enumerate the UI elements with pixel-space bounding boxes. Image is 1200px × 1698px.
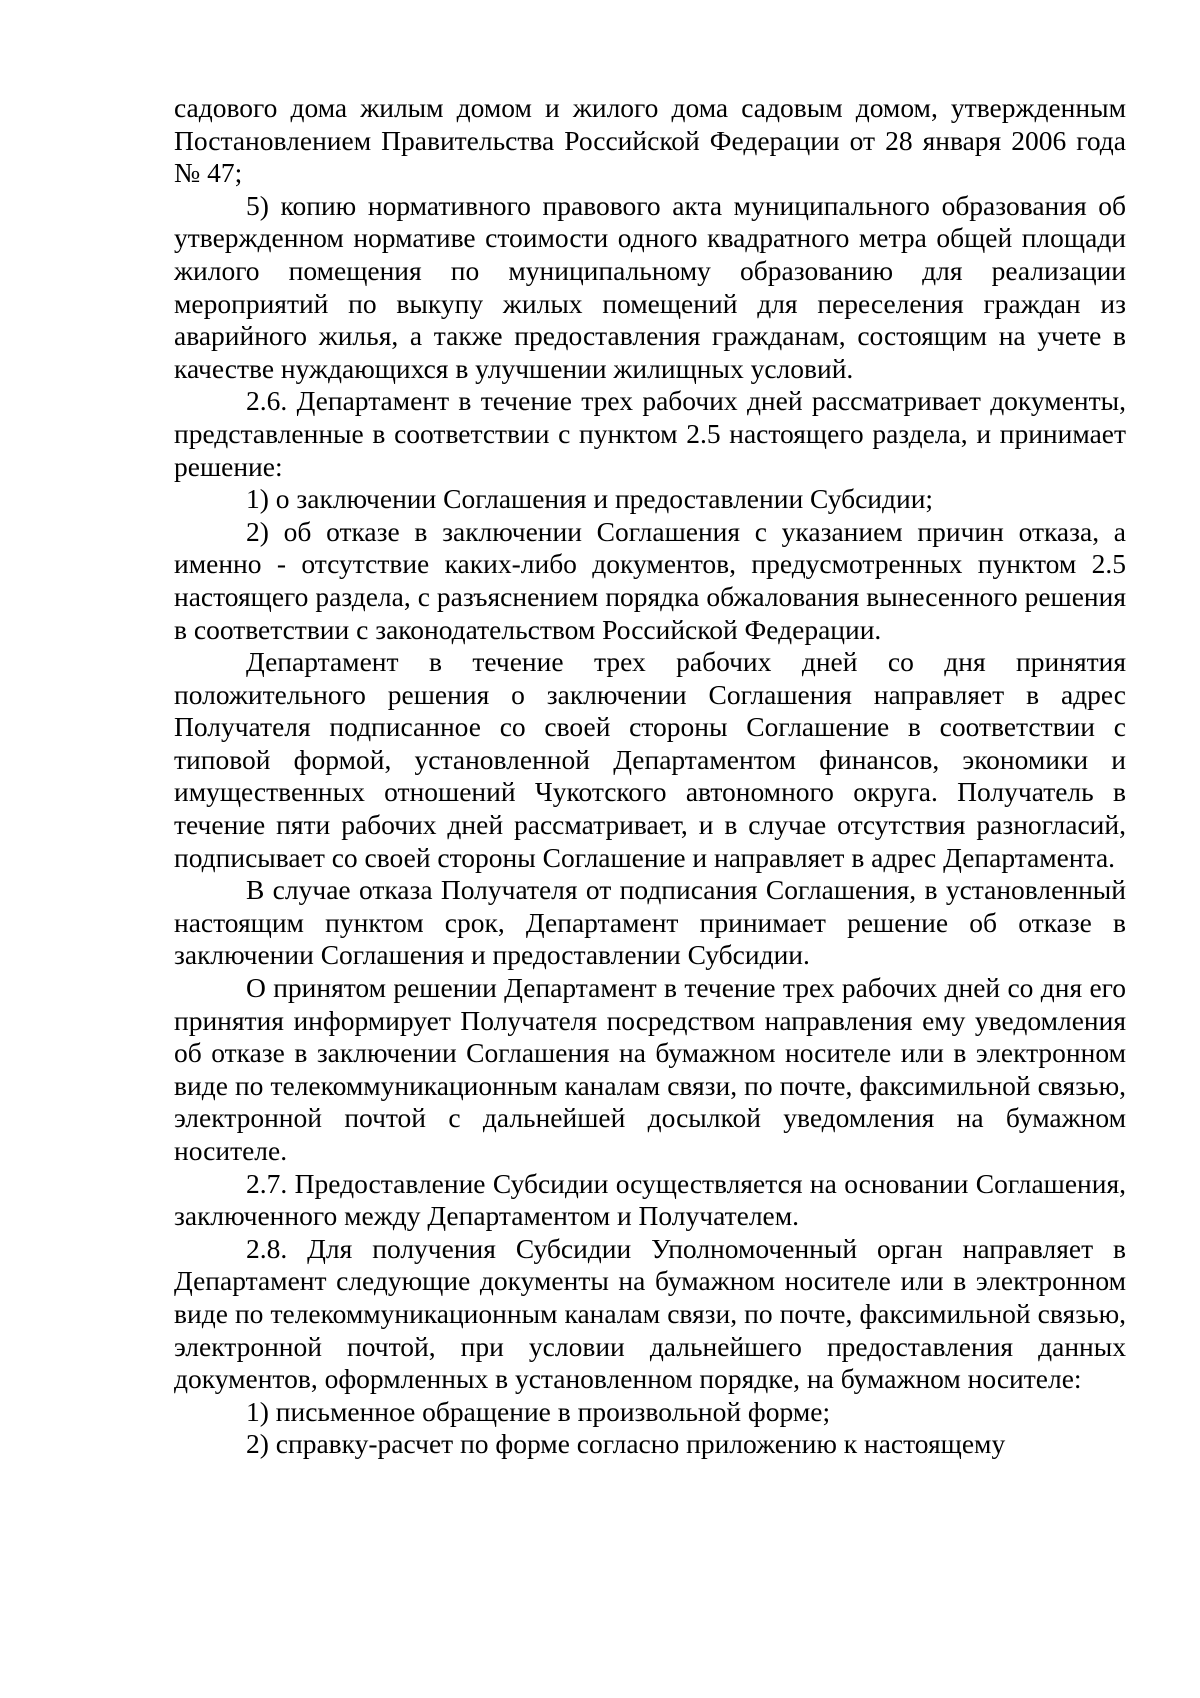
paragraph-section-2-8-item-2: 2) справку-расчет по форме согласно приложению к настоящему xyxy=(246,1428,1006,1460)
paragraph-section-2-6-item-1: 1) о заключении Соглашения и предоставлении Субсидии; xyxy=(246,483,934,515)
paragraph-department-sends-agreement: Департамент в течение трех рабочих дней со дня принятия положительного решения о заключении Соглашения направляет в адрес Получателя подписанное со своей стороны Соглашение в соответствии с типовой формой, установленной Департаментом финансов, экономики и имущественных отношений Чукотского автономного округа. Получатель в течение пяти рабочих дней рассматривает, и в случае отсутствия разногласий, подписывает со своей стороны Соглашение и направляет в адрес Департамента. xyxy=(174,646,1126,873)
paragraph-notification: О принятом решении Департамент в течение трех рабочих дней со дня его принятия информирует Получателя посредством направления ему уведомления об отказе в заключении Соглашения на бумажном носителе или в электронном виде по телекоммуникационным каналам связи, по почте, факсимильной связью, электронной почтой с дальнейшей досылкой уведомления на бумажном носителе. xyxy=(174,972,1126,1166)
paragraph-section-2-8: 2.8. Для получения Субсидии Уполномоченный орган направляет в Департамент следующие документы на бумажном носителе или в электронном виде по телекоммуникационным каналам связи, по почте, факсимильной связью, электронной почтой, при условии дальнейшего предоставления данных документов, оформленных в установленном порядке, на бумажном носителе: xyxy=(174,1232,1126,1395)
paragraph-section-2-7: 2.7. Предоставление Субсидии осуществляется на основании Соглашения, заключенного между Департаментом и Получателем. xyxy=(174,1167,1126,1232)
paragraph-recipient-refusal: В случае отказа Получателя от подписания Соглашения, в установленный настоящим пунктом срок, Департамент принимает решение об отказе в заключении Соглашения и предоставлении Субсидии. xyxy=(174,874,1126,971)
paragraph-section-2-8-item-1: 1) письменное обращение в произвольной форме; xyxy=(246,1395,831,1427)
paragraph-continuation: садового дома жилым домом и жилого дома садовым домом, утвержденным Постановлением Правительства Российской Федерации от 28 января 2006 года № 47; xyxy=(174,92,1126,189)
paragraph-section-2-6: 2.6. Департамент в течение трех рабочих дней рассматривает документы, представленные в соответствии с пунктом 2.5 настоящего раздела, и принимает решение: xyxy=(174,385,1126,482)
paragraph-item-5: 5) копию нормативного правового акта муниципального образования об утвержденном нормативе стоимости одного квадратного метра общей площади жилого помещения по муниципальному образованию для реализации мероприятий по выкупу жилых помещений для переселения граждан из аварийного жилья, а также предоставления гражданам, состоящим на учете в качестве нуждающихся в улучшении жилищных условий. xyxy=(174,189,1126,384)
document-body xyxy=(174,92,1126,1461)
paragraph-section-2-6-item-2: 2) об отказе в заключении Соглашения с указанием причин отказа, а именно - отсутствие каких-либо документов, предусмотренных пунктом 2.5 настоящего раздела, с разъяснением порядка обжалования вынесенного решения в соответствии с законодательством Российской Федерации. xyxy=(174,515,1126,645)
